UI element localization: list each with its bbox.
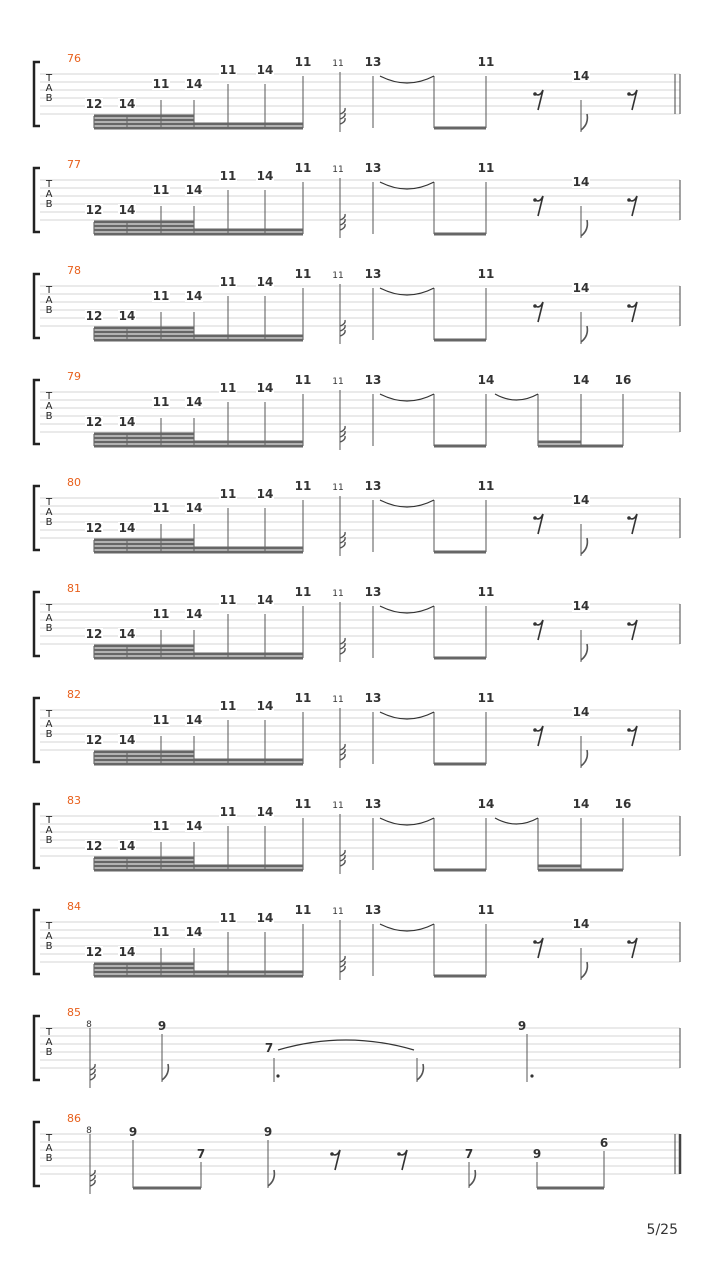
beam (94, 127, 303, 130)
tab-clef-letter: T (45, 815, 53, 826)
rest-dot (533, 304, 537, 308)
beam (94, 861, 194, 864)
beam (94, 963, 194, 966)
system-bracket (34, 62, 40, 126)
grace-flag (340, 532, 345, 538)
beam (538, 869, 623, 872)
fret-number: 11 (332, 801, 344, 811)
tab-clef-letter: T (45, 391, 53, 402)
rest-dot (627, 940, 631, 944)
fret-number: 12 (85, 839, 103, 853)
beam (434, 869, 486, 872)
fret-number: 14 (256, 63, 274, 77)
tab-clef-letter: T (45, 603, 53, 614)
fret-number: 11 (477, 479, 495, 493)
rest-dot (533, 92, 537, 96)
fret-number: 11 (152, 289, 170, 303)
fret-number: 11 (332, 907, 344, 917)
fret-number: 11 (332, 589, 344, 599)
system-bracket (34, 592, 40, 656)
system-bracket (34, 486, 40, 550)
fret-number: 11 (152, 713, 170, 727)
tab-clef-letter: T (45, 1027, 53, 1038)
beam (537, 1187, 604, 1190)
tab-clef-letter: B (45, 411, 53, 422)
fret-number: 14 (118, 521, 136, 535)
beam (94, 221, 194, 224)
fret-number: 8 (86, 1020, 92, 1030)
measure-number: 78 (67, 264, 81, 277)
fret-number: 11 (219, 381, 237, 395)
beam (94, 759, 303, 762)
beam (434, 339, 486, 342)
rest-dot (533, 728, 537, 732)
fret-number: 14 (118, 415, 136, 429)
system-bracket (34, 168, 40, 232)
fret-number: 14 (572, 493, 590, 507)
note-flag (581, 644, 587, 660)
rest-dot (627, 92, 631, 96)
fret-number: 13 (364, 797, 382, 811)
beam (538, 865, 581, 868)
rest-dot (627, 516, 631, 520)
fret-number: 13 (364, 55, 382, 69)
fret-number: 14 (118, 945, 136, 959)
fret-number: 12 (85, 627, 103, 641)
fret-number: 14 (256, 169, 274, 183)
tab-clef-letter: A (45, 295, 53, 306)
fret-number: 7 (196, 1147, 206, 1161)
rest-dot (397, 1152, 401, 1156)
fret-number: 11 (294, 903, 312, 917)
tab-clef-letter: B (45, 729, 53, 740)
rest-dot (627, 198, 631, 202)
note-flag (581, 750, 587, 766)
grace-flag (340, 744, 345, 750)
fret-number: 6 (599, 1136, 609, 1150)
fret-number: 11 (152, 501, 170, 515)
measure-number: 85 (67, 1006, 81, 1019)
fret-number: 11 (294, 691, 312, 705)
note-flag (268, 1170, 274, 1186)
fret-number: 11 (152, 607, 170, 621)
beam (94, 119, 194, 122)
rest-dot (627, 622, 631, 626)
fret-number: 16 (614, 373, 632, 387)
fret-number: 8 (86, 1126, 92, 1136)
tab-system (34, 158, 680, 238)
tab-system (34, 370, 680, 450)
tab-clef-letter: A (45, 507, 53, 518)
fret-number: 11 (294, 585, 312, 599)
fret-number: 11 (294, 373, 312, 387)
beam (94, 225, 194, 228)
fret-number: 11 (219, 911, 237, 925)
fret-number: 14 (118, 733, 136, 747)
beam (94, 657, 303, 660)
fret-number: 13 (364, 161, 382, 175)
beam (94, 865, 303, 868)
rest-dot (330, 1152, 334, 1156)
fret-number: 14 (118, 203, 136, 217)
grace-flag (340, 214, 345, 220)
note-flag (581, 538, 587, 554)
fret-number: 11 (294, 161, 312, 175)
beam (434, 657, 486, 660)
beam (94, 339, 303, 342)
tab-system (34, 1006, 680, 1088)
fret-number: 14 (185, 501, 203, 515)
beam (94, 649, 194, 652)
tab-clef-letter: T (45, 709, 53, 720)
fret-number: 11 (152, 819, 170, 833)
tab-clef-letter: A (45, 825, 53, 836)
measure-number: 86 (67, 1112, 81, 1125)
beam (94, 115, 194, 118)
fret-number: 14 (572, 69, 590, 83)
fret-number: 11 (219, 275, 237, 289)
fret-number: 12 (85, 415, 103, 429)
tab-clef-letter: T (45, 921, 53, 932)
beam (434, 233, 486, 236)
tie-arc (495, 394, 538, 400)
beam (94, 123, 303, 126)
note-flag (581, 962, 587, 978)
fret-number: 11 (219, 699, 237, 713)
tab-clef-letter: A (45, 83, 53, 94)
fret-number: 14 (572, 797, 590, 811)
fret-number: 14 (185, 607, 203, 621)
tab-clef-letter: A (45, 931, 53, 942)
fret-number: 14 (572, 281, 590, 295)
tab-clef-letter: B (45, 623, 53, 634)
beam (538, 445, 623, 448)
fret-number: 11 (219, 487, 237, 501)
grace-flag (340, 638, 345, 644)
note-flag (581, 220, 587, 236)
beam (94, 967, 194, 970)
fret-number: 14 (572, 175, 590, 189)
rest-dot (533, 198, 537, 202)
fret-number: 14 (185, 77, 203, 91)
fret-number: 11 (294, 55, 312, 69)
system-bracket (34, 698, 40, 762)
fret-number: 12 (85, 309, 103, 323)
note-flag (469, 1170, 475, 1186)
fret-number: 11 (332, 59, 344, 69)
fret-number: 12 (85, 945, 103, 959)
beam (94, 547, 303, 550)
fret-number: 13 (364, 267, 382, 281)
beam (538, 441, 581, 444)
fret-number: 12 (85, 97, 103, 111)
rest-dot (533, 622, 537, 626)
fret-number: 14 (256, 487, 274, 501)
measure-number: 81 (67, 582, 81, 595)
fret-number: 11 (332, 165, 344, 175)
tab-clef-letter: B (45, 1153, 53, 1164)
fret-number: 13 (364, 373, 382, 387)
beam (94, 539, 194, 542)
system-bracket (34, 910, 40, 974)
beam (94, 335, 303, 338)
fret-number: 14 (185, 713, 203, 727)
fret-number: 9 (263, 1125, 273, 1139)
tab-system (34, 1112, 680, 1194)
beam (94, 645, 194, 648)
tab-clef-letter: T (45, 497, 53, 508)
fret-number: 11 (219, 63, 237, 77)
fret-number: 14 (256, 911, 274, 925)
grace-flag (340, 850, 345, 856)
tab-clef-letter: B (45, 1047, 53, 1058)
fret-number: 11 (152, 925, 170, 939)
fret-number: 11 (152, 183, 170, 197)
fret-number: 11 (332, 695, 344, 705)
fret-number: 13 (364, 479, 382, 493)
measure-number: 84 (67, 900, 81, 913)
tab-system (34, 52, 680, 132)
beam (94, 433, 194, 436)
tab-clef-letter: A (45, 1037, 53, 1048)
fret-number: 12 (85, 203, 103, 217)
dot (530, 1074, 533, 1077)
tab-clef-letter: T (45, 285, 53, 296)
beam (434, 445, 486, 448)
beam (94, 441, 303, 444)
fret-number: 14 (477, 373, 495, 387)
fret-number: 14 (118, 839, 136, 853)
tab-clef-letter: B (45, 305, 53, 316)
measure-number: 79 (67, 370, 81, 383)
fret-number: 14 (185, 183, 203, 197)
tab-clef-letter: T (45, 179, 53, 190)
dot (276, 1074, 279, 1077)
beam (94, 229, 303, 232)
beam (94, 751, 194, 754)
beam (133, 1187, 201, 1190)
rest-dot (533, 516, 537, 520)
tie-arc (495, 818, 538, 824)
note-flag (162, 1064, 168, 1080)
fret-number: 14 (185, 925, 203, 939)
tab-clef-letter: A (45, 401, 53, 412)
tab-clef-letter: B (45, 941, 53, 952)
measure-number: 80 (67, 476, 81, 489)
fret-number: 11 (332, 377, 344, 387)
system-bracket (34, 380, 40, 444)
fret-number: 14 (185, 289, 203, 303)
beam (94, 971, 303, 974)
fret-number: 14 (256, 381, 274, 395)
fret-number: 12 (85, 521, 103, 535)
beam (94, 543, 194, 546)
tab-clef-letter: B (45, 199, 53, 210)
beam (94, 857, 194, 860)
tab-clef-letter: A (45, 719, 53, 730)
fret-number: 7 (464, 1147, 474, 1161)
fret-number: 12 (85, 733, 103, 747)
beam (434, 975, 486, 978)
note-flag (581, 326, 587, 342)
beam (94, 233, 303, 236)
fret-number: 14 (572, 917, 590, 931)
measure-number: 76 (67, 52, 81, 65)
tab-system (34, 794, 680, 874)
tab-clef-letter: A (45, 189, 53, 200)
fret-number: 14 (256, 593, 274, 607)
beam (94, 653, 303, 656)
tab-system (34, 900, 680, 980)
system-bracket (34, 274, 40, 338)
beam (94, 763, 303, 766)
fret-number: 11 (332, 271, 344, 281)
fret-number: 11 (332, 483, 344, 493)
fret-number: 11 (152, 77, 170, 91)
rest-dot (533, 940, 537, 944)
fret-number: 14 (572, 599, 590, 613)
fret-number: 14 (477, 797, 495, 811)
fret-number: 11 (477, 161, 495, 175)
tab-system (34, 582, 680, 662)
beam (94, 755, 194, 758)
tab-clef-letter: B (45, 835, 53, 846)
fret-number: 11 (477, 903, 495, 917)
fret-number: 14 (118, 97, 136, 111)
system-bracket (34, 1016, 40, 1080)
measure-number: 82 (67, 688, 81, 701)
fret-number: 13 (364, 903, 382, 917)
fret-number: 9 (128, 1125, 138, 1139)
system-bracket (34, 1122, 40, 1186)
grace-flag (340, 426, 345, 432)
fret-number: 9 (517, 1019, 527, 1033)
beam (94, 445, 303, 448)
system-bracket (34, 804, 40, 868)
beam (94, 327, 194, 330)
fret-number: 11 (152, 395, 170, 409)
tab-clef-letter: A (45, 613, 53, 624)
beam (434, 763, 486, 766)
beam (94, 437, 194, 440)
fret-number: 11 (477, 691, 495, 705)
grace-flag (340, 956, 345, 962)
fret-number: 14 (256, 275, 274, 289)
fret-number: 14 (256, 805, 274, 819)
fret-number: 9 (157, 1019, 167, 1033)
rest-dot (627, 304, 631, 308)
beam (94, 975, 303, 978)
fret-number: 11 (219, 805, 237, 819)
beam (94, 551, 303, 554)
fret-number: 16 (614, 797, 632, 811)
tab-clef-letter: T (45, 1133, 53, 1144)
fret-number: 14 (118, 309, 136, 323)
fret-number: 14 (572, 373, 590, 387)
fret-number: 11 (219, 593, 237, 607)
tab-system (34, 264, 680, 344)
beam (434, 551, 486, 554)
fret-number: 11 (294, 479, 312, 493)
fret-number: 11 (477, 267, 495, 281)
fret-number: 11 (219, 169, 237, 183)
grace-flag (340, 108, 345, 114)
tab-clef-letter: A (45, 1143, 53, 1154)
grace-flag (90, 1064, 95, 1070)
fret-number: 11 (294, 797, 312, 811)
fret-number: 14 (185, 395, 203, 409)
page-number: 5/25 (646, 1222, 678, 1238)
measure-number: 77 (67, 158, 81, 171)
note-flag (581, 114, 587, 130)
note-flag (417, 1064, 423, 1080)
fret-number: 13 (364, 691, 382, 705)
grace-flag (90, 1170, 95, 1176)
grace-flag (340, 320, 345, 326)
fret-number: 7 (264, 1041, 274, 1055)
beam (94, 331, 194, 334)
tab-clef-letter: B (45, 517, 53, 528)
tab-system (34, 688, 680, 768)
beam (434, 127, 486, 130)
fret-number: 14 (185, 819, 203, 833)
fret-number: 14 (118, 627, 136, 641)
fret-number: 11 (294, 267, 312, 281)
fret-number: 9 (532, 1147, 542, 1161)
rest-dot (627, 728, 631, 732)
fret-number: 13 (364, 585, 382, 599)
fret-number: 11 (477, 55, 495, 69)
fret-number: 14 (572, 705, 590, 719)
tab-clef-letter: B (45, 93, 53, 104)
beam (94, 869, 303, 872)
tab-clef-letter: T (45, 73, 53, 84)
fret-number: 11 (477, 585, 495, 599)
tie-arc (278, 1040, 414, 1050)
measure-number: 83 (67, 794, 81, 807)
tab-system (34, 476, 680, 556)
fret-number: 14 (256, 699, 274, 713)
